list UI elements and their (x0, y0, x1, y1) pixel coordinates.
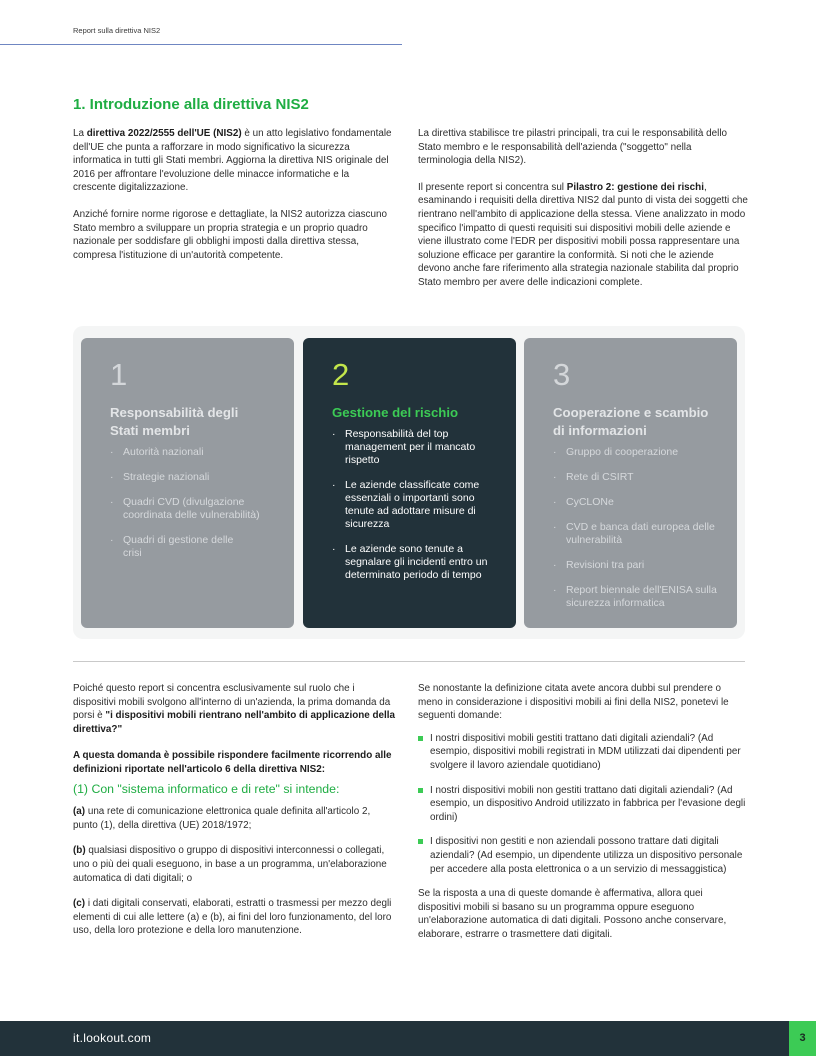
header-divider (0, 44, 402, 45)
footer-url-link[interactable]: it.lookout.com (73, 1031, 152, 1045)
scope-question-paragraph: Poiché questo report si concentra esclusivamente sul ruolo che i dispositivi mobili svolgono all'interno di un'azienda, la prima domanda da porsi è "i dispositivi mobili rientrano nell'ambito di applicazione della direttiva?" (73, 683, 396, 735)
questions-intro: Se nonostante la definizione citata avete ancora dubbi sul prendere o meno in considerazione i dispositivi mobili ai fini della NIS2, ponetevi le seguenti domande: (418, 683, 729, 722)
pillar-item: · Le aziende sono tenute a segnalare gli incidenti entro un determinato periodo di tempo (332, 543, 496, 582)
conclusion-paragraph: Se la risposta a una di queste domande è affermativa, allora quei dispositivi mobili si basano su un programma oppure eseguono un'elaborazione automatica di dati digitali. Possono anche conservare, elaborare, estrarre o trasmettere dati digitali. (418, 888, 727, 940)
pillar-item: · CVD e banca dati europea delle vulnerabilità (553, 521, 717, 547)
running-header: Report sulla direttiva NIS2 (73, 26, 161, 35)
pillar-title: Gestione del rischio (332, 405, 459, 420)
question-item: I nostri dispositivi mobili non gestiti trattano dati digitali aziendali? (Ad esempio, un dispositivo Android utilizzato in fabbrica per l'evasione degli ordini) (418, 784, 748, 825)
intro-paragraph-2: Anziché fornire norme rigorose e dettagliate, la NIS2 autorizza ciascuno Stato membro a sviluppare un propria strategia e un proprio quadro nazionale per soddisfare gli obblighi imposti dalla direttiva stessa, compresa l'istituzione di un'autorità competente. (73, 208, 387, 261)
definition-a: (a) una rete di comunicazione elettronica quale definita all'articolo 2, punto (1), della direttiva (UE) 2018/1972; (73, 806, 371, 831)
pillar-item: · CyCLONe (553, 496, 717, 509)
pillar-item: · Gruppo di cooperazione (553, 446, 717, 459)
pillar-item: · Report biennale dell'ENISA sulla sicurezza informatica (553, 584, 717, 610)
pillar-number: 2 (332, 357, 350, 392)
pillars-panel (73, 326, 745, 639)
intro-paragraph-3: La direttiva stabilisce tre pilastri principali, tra cui le responsabilità dello Stato membro e le responsabilità dell'azienda ("soggetto" nella terminologia della NIS2). (418, 128, 728, 167)
pillar-number: 3 (553, 357, 571, 392)
pillar-number: 1 (110, 357, 128, 392)
definition-b: (b) qualsiasi dispositivo o gruppo di dispositivi interconnessi o collegati, uno o più dei quali eseguono, in base a un programma, un'elaborazione automatica di dati digitali; o (73, 845, 387, 884)
footer-bar (0, 1021, 816, 1056)
pillar-card-2 (303, 338, 516, 628)
question-item: I nostri dispositivi mobili gestiti trattano dati digitali aziendali? (Ad esempio, dispositivi mobili registrati in MDM utilizzati dai dipendenti per svolgere il lavoro aziendale quotidiano) (418, 732, 748, 773)
pillar-list (332, 428, 496, 582)
pillar-item: · Strategie nazionali (110, 471, 274, 484)
lower-right-column (418, 682, 748, 955)
pillar-item: · Quadri di gestione delle crisi (110, 534, 240, 560)
pillar-card-1 (81, 338, 294, 628)
section-divider (73, 661, 745, 662)
question-item: I dispositivi non gestiti e non aziendali possono trattare dati digitali aziendali? (Ad esempio, un dipendente utilizza un dispositivo personale per accedere alla posta elettronica o a un servizio di messaggistica) (418, 835, 748, 876)
definition-c: (c) i dati digitali conservati, elaborati, estratti o trasmessi per mezzo degli elementi di cui alle lettere (a) e (b), ai fini del loro funzionamento, del loro uso, della loro protezione e della loro manutenzione. (73, 898, 392, 937)
intro-paragraph-4: Il presente report si concentra sul Pilastro 2: gestione dei rischi, esaminando i requisiti della direttiva NIS2 dal punto di vista dei soggetti che rientrano nell'ambito di applicazione della stessa. Viene analizzato in modo specifico l'impatto di questi requisiti sui dispositivi mobili delle aziende e viene illustrato come l'EDR per dispositivi mobili possa rappresentare una soluzione efficace per garantire la conformità. Si noti che le aziende devono anche fare riferimento alla strategia nazionale stabilita dal proprio Stato membro per avere delle indicazioni complete. (418, 181, 748, 288)
pillar-item: · Autorità nazionali (110, 446, 274, 459)
intro-left-column (73, 127, 393, 275)
page-number: 3 (789, 1021, 816, 1056)
intro-paragraph-1: La direttiva 2022/2555 dell'UE (NIS2) è un atto legislativo fondamentale dell'UE che punta a rafforzare in modo significativo la sicurezza informatica in tutti gli Stati membri. Aggiorna la direttiva NIS originale del 2016 per affrontare l'evoluzione delle minacce informatiche e la crescente digitalizzazione. (73, 128, 392, 194)
intro-right-column (418, 127, 748, 303)
pillar-list (553, 446, 717, 610)
pillar-card-3 (524, 338, 737, 628)
pillar-item: · Rete di CSIRT (553, 471, 717, 484)
pillar-list (110, 446, 274, 560)
pillar-item: · Revisioni tra pari (553, 559, 717, 572)
definitions-intro: A questa domanda è possibile rispondere facilmente ricorrendo alle definizioni riportate nell'articolo 6 della direttiva NIS2: (73, 750, 392, 775)
pillar-title: Responsabilità degli Stati membri (110, 405, 239, 438)
definition-subheading: (1) Con "sistema informatico e di rete" si intende: (73, 781, 340, 796)
section-title: 1. Introduzione alla direttiva NIS2 (73, 96, 309, 113)
pillar-item: · Responsabilità del top management per il mancato rispetto (332, 428, 496, 467)
questions-list (418, 732, 748, 876)
lower-left-column (73, 682, 395, 950)
pillar-item: · Quadri CVD (divulgazione coordinata delle vulnerabilità) (110, 496, 274, 522)
pillar-title: Cooperazione e scambio di informazioni (553, 405, 709, 438)
pillar-item: · Le aziende classificate come essenziali o importanti sono tenute ad adottare misure di sicurezza (332, 479, 496, 531)
